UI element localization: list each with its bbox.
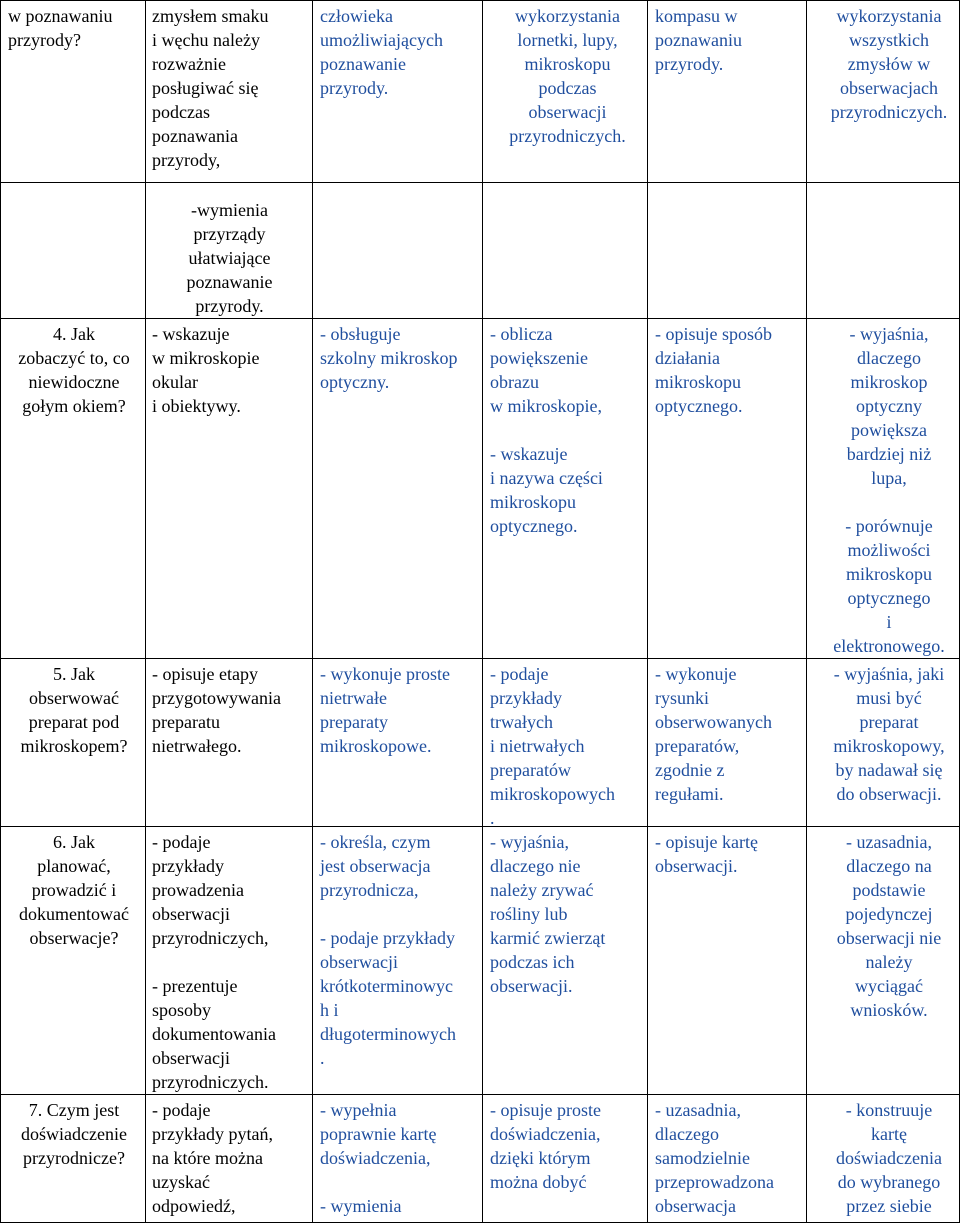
table-cell-requirement: - wyjaśnia, jaki musi być preparat mikroskopowy, by nadawał się do obserwacji. — [833, 664, 945, 804]
column-divider — [312, 0, 313, 1223]
column-divider — [145, 0, 146, 1223]
table-cell-question: 5. Jak obserwować preparat pod mikroskopem? — [20, 664, 128, 756]
table-border — [0, 0, 1, 1223]
table-cell-requirement: - określa, czym jest obserwacja przyrodnicza, - podaje przykłady obserwacji krótkoterminowyc h i długoterminowych . — [320, 832, 456, 1068]
row-divider — [0, 658, 960, 659]
table-cell-requirement: - opisuje proste doświadczenia, dzięki którym można dobyć — [490, 1100, 601, 1192]
table-cell-requirement: - uzasadnia, dlaczego samodzielnie przeprowadzona obserwacja — [655, 1100, 774, 1216]
table-cell-requirement: - obsługuje szkolny mikroskop optyczny. — [320, 324, 458, 392]
table-cell-question: 7. Czym jest doświadczenie przyrodnicze? — [21, 1100, 127, 1168]
table-cell-question: 6. Jak planować, prowadzić i dokumentować obserwacje? — [19, 832, 129, 948]
table-cell-question: w poznawaniu przyrody? — [8, 6, 113, 50]
table-cell-requirement: wykorzystania lornetki, lupy, mikroskopu podczas obserwacji przyrodniczych. — [509, 6, 626, 146]
table-cell-requirement: -wymienia przyrządy ułatwiające poznawanie przyrody. — [186, 200, 273, 316]
table-cell-requirement: - wypełnia poprawnie kartę doświadczenia, - wymienia — [320, 1100, 437, 1216]
row-divider — [0, 826, 960, 827]
table-cell-requirement: zmysłem smaku i węchu należy rozważnie posługiwać się podczas poznawania przyrody, — [152, 6, 269, 170]
column-divider — [482, 0, 483, 1223]
table-cell-requirement: kompasu w poznawaniu przyrody. — [655, 6, 742, 74]
row-divider — [0, 1094, 960, 1095]
table-cell-question: 4. Jak zobaczyć to, co niewidoczne gołym okiem? — [18, 324, 130, 416]
table-cell-requirement: - podaje przykłady prowadzenia obserwacji przyrodniczych, - prezentuje sposoby dokumentowania obserwacji przyrodniczych. — [152, 832, 276, 1092]
table-cell-requirement: - podaje przykłady pytań, na które można uzyskać odpowiedź, — [152, 1100, 273, 1216]
table-cell-requirement: - podaje przykłady trwałych i nietrwałych preparatów mikroskopowych . — [490, 664, 615, 828]
table-cell-requirement: - wykonuje proste nietrwałe preparaty mikroskopowe. — [320, 664, 450, 756]
table-cell-requirement: - wyjaśnia, dlaczego nie należy zrywać rośliny lub karmić zwierząt podczas ich obserwacji. — [490, 832, 606, 996]
table-cell-requirement: wykorzystania wszystkich zmysłów w obserwacjach przyrodniczych. — [830, 6, 948, 122]
table-cell-requirement: - wykonuje rysunki obserwowanych preparatów, zgodnie z regułami. — [655, 664, 772, 804]
row-divider — [0, 318, 960, 319]
row-divider — [0, 182, 960, 183]
table-cell-requirement: człowieka umożliwiających poznawanie przyrody. — [320, 6, 443, 98]
table-cell-requirement: - opisuje kartę obserwacji. — [655, 832, 758, 876]
table-cell-requirement: - wyjaśnia, dlaczego mikroskop optyczny powiększa bardziej niż lupa, - porównuje możliwości mikroskopu optycznego i elektronowego. — [833, 324, 945, 656]
table-cell-requirement: - oblicza powiększenie obrazu w mikroskopie, - wskazuje i nazywa części mikroskopu optycznego. — [490, 324, 603, 536]
table-cell-requirement: - konstruuje kartę doświadczenia do wybranego przez siebie — [836, 1100, 942, 1216]
table-cell-requirement: - opisuje sposób działania mikroskopu optycznego. — [655, 324, 772, 416]
column-divider — [806, 0, 807, 1223]
table-cell-requirement: - opisuje etapy przygotowywania preparatu nietrwałego. — [152, 664, 281, 756]
column-divider — [647, 0, 648, 1223]
table-cell-requirement: - wskazuje w mikroskopie okular i obiektywy. — [152, 324, 260, 416]
table-border — [0, 0, 960, 1]
table-cell-requirement: - uzasadnia, dlaczego na podstawie pojedynczej obserwacji nie należy wyciągać wniosków. — [836, 832, 942, 1020]
